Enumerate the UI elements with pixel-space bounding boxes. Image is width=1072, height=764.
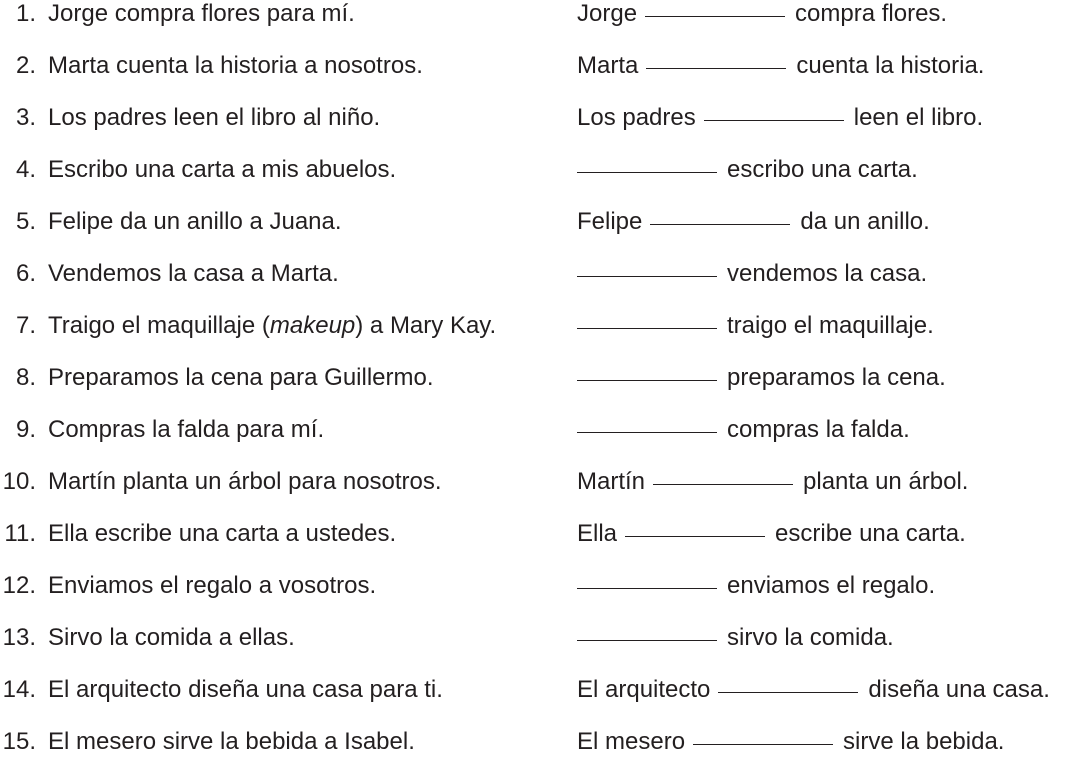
- original-sentence: Escribo una carta a mis abuelos.: [48, 156, 397, 183]
- exercise-row-1: [0, 0, 1072, 36]
- exercise-row-8: [0, 364, 1072, 400]
- item-number: 5.: [15, 208, 36, 235]
- rewrite-sentence: [577, 416, 910, 444]
- answer-blank[interactable]: [577, 327, 717, 329]
- sentence-gloss: makeup: [269, 312, 356, 339]
- item-number: 13.: [2, 624, 36, 651]
- item-number: 14.: [2, 676, 36, 703]
- item-number: 7.: [15, 312, 36, 339]
- rewrite-sentence: [577, 260, 927, 288]
- exercise-row-11: [0, 520, 1072, 556]
- exercise-row-5: [0, 208, 1072, 244]
- rewrite-subject: Ella: [577, 520, 618, 547]
- rewrite-sentence: [577, 208, 930, 236]
- exercise-row-4: [0, 156, 1072, 192]
- answer-blank[interactable]: [704, 119, 844, 121]
- original-sentence: Jorge compra flores para mí.: [48, 0, 355, 27]
- rewrite-sentence: [577, 676, 1050, 704]
- original-sentence: Sirvo la comida a ellas.: [48, 624, 295, 651]
- original-sentence: Marta cuenta la historia a nosotros.: [48, 52, 423, 79]
- answer-blank[interactable]: [625, 535, 765, 537]
- rewrite-predicate: compras la falda.: [727, 416, 910, 443]
- rewrite-predicate: compra flores.: [795, 0, 948, 27]
- rewrite-sentence: [577, 624, 894, 652]
- answer-blank[interactable]: [577, 587, 717, 589]
- exercise-row-10: [0, 468, 1072, 504]
- original-sentence: Compras la falda para mí.: [48, 416, 325, 443]
- original-sentence: El arquitecto diseña una casa para ti.: [48, 676, 443, 703]
- rewrite-predicate: planta un árbol.: [803, 468, 969, 495]
- exercise-row-7: [0, 312, 1072, 348]
- rewrite-subject: El mesero: [577, 728, 686, 755]
- original-sentence: [48, 312, 496, 340]
- rewrite-subject: Los padres: [577, 104, 696, 131]
- rewrite-predicate: escribo una carta.: [727, 156, 918, 183]
- rewrite-sentence: [577, 520, 966, 548]
- answer-blank[interactable]: [650, 223, 790, 225]
- answer-blank[interactable]: [693, 743, 833, 745]
- rewrite-predicate: preparamos la cena.: [727, 364, 946, 391]
- rewrite-subject: El arquitecto: [577, 676, 711, 703]
- item-number: 4.: [15, 156, 36, 183]
- rewrite-predicate: traigo el maquillaje.: [727, 312, 934, 339]
- item-number: 8.: [15, 364, 36, 391]
- rewrite-sentence: [577, 728, 1004, 756]
- rewrite-predicate: da un anillo.: [800, 208, 930, 235]
- exercise-row-14: [0, 676, 1072, 712]
- answer-blank[interactable]: [577, 275, 717, 277]
- exercise-row-6: [0, 260, 1072, 296]
- rewrite-sentence: [577, 572, 935, 600]
- original-sentence: Los padres leen el libro al niño.: [48, 104, 381, 131]
- rewrite-sentence: [577, 312, 934, 340]
- item-number: 1.: [15, 0, 36, 27]
- item-number: 15.: [2, 728, 36, 755]
- answer-blank[interactable]: [653, 483, 793, 485]
- rewrite-predicate: cuenta la historia.: [796, 52, 985, 79]
- original-sentence: Preparamos la cena para Guillermo.: [48, 364, 434, 391]
- rewrite-predicate: vendemos la casa.: [727, 260, 928, 287]
- rewrite-subject: Marta: [577, 52, 639, 79]
- rewrite-sentence: [577, 104, 983, 132]
- rewrite-predicate: escribe una carta.: [775, 520, 966, 547]
- rewrite-predicate: leen el libro.: [853, 104, 984, 131]
- answer-blank[interactable]: [577, 171, 717, 173]
- exercise-row-13: [0, 624, 1072, 660]
- exercise-row-12: [0, 572, 1072, 608]
- item-number: 10.: [2, 468, 36, 495]
- exercise-row-15: [0, 728, 1072, 764]
- original-sentence: Ella escribe una carta a ustedes.: [48, 520, 397, 547]
- answer-blank[interactable]: [645, 15, 785, 17]
- answer-blank[interactable]: [577, 639, 717, 641]
- exercise-row-9: [0, 416, 1072, 452]
- rewrite-sentence: [577, 364, 946, 392]
- answer-blank[interactable]: [646, 67, 786, 69]
- exercise-row-2: [0, 52, 1072, 88]
- rewrite-subject: Felipe: [577, 208, 643, 235]
- rewrite-sentence: [577, 156, 918, 184]
- original-sentence: El mesero sirve la bebida a Isabel.: [48, 728, 415, 755]
- rewrite-sentence: [577, 52, 984, 80]
- sentence-start: Traigo el maquillaje (: [48, 312, 270, 339]
- rewrite-sentence: [577, 468, 968, 496]
- original-sentence: Felipe da un anillo a Juana.: [48, 208, 342, 235]
- original-sentence: Martín planta un árbol para nosotros.: [48, 468, 442, 495]
- rewrite-subject: Jorge: [577, 0, 638, 27]
- rewrite-predicate: diseña una casa.: [868, 676, 1050, 703]
- exercise-row-3: [0, 104, 1072, 140]
- rewrite-predicate: enviamos el regalo.: [727, 572, 936, 599]
- item-number: 3.: [15, 104, 36, 131]
- answer-blank[interactable]: [577, 379, 717, 381]
- answer-blank[interactable]: [577, 431, 717, 433]
- item-number: 9.: [15, 416, 36, 443]
- item-number: 11.: [4, 520, 36, 547]
- item-number: 12.: [2, 572, 36, 599]
- rewrite-predicate: sirvo la comida.: [727, 624, 894, 651]
- answer-blank[interactable]: [718, 691, 858, 693]
- rewrite-sentence: [577, 0, 947, 28]
- item-number: 2.: [15, 52, 36, 79]
- original-sentence: Vendemos la casa a Marta.: [48, 260, 339, 287]
- rewrite-subject: Martín: [577, 468, 646, 495]
- item-number: 6.: [15, 260, 36, 287]
- rewrite-predicate: sirve la bebida.: [843, 728, 1005, 755]
- sentence-end: ) a Mary Kay.: [355, 312, 497, 339]
- original-sentence: Enviamos el regalo a vosotros.: [48, 572, 377, 599]
